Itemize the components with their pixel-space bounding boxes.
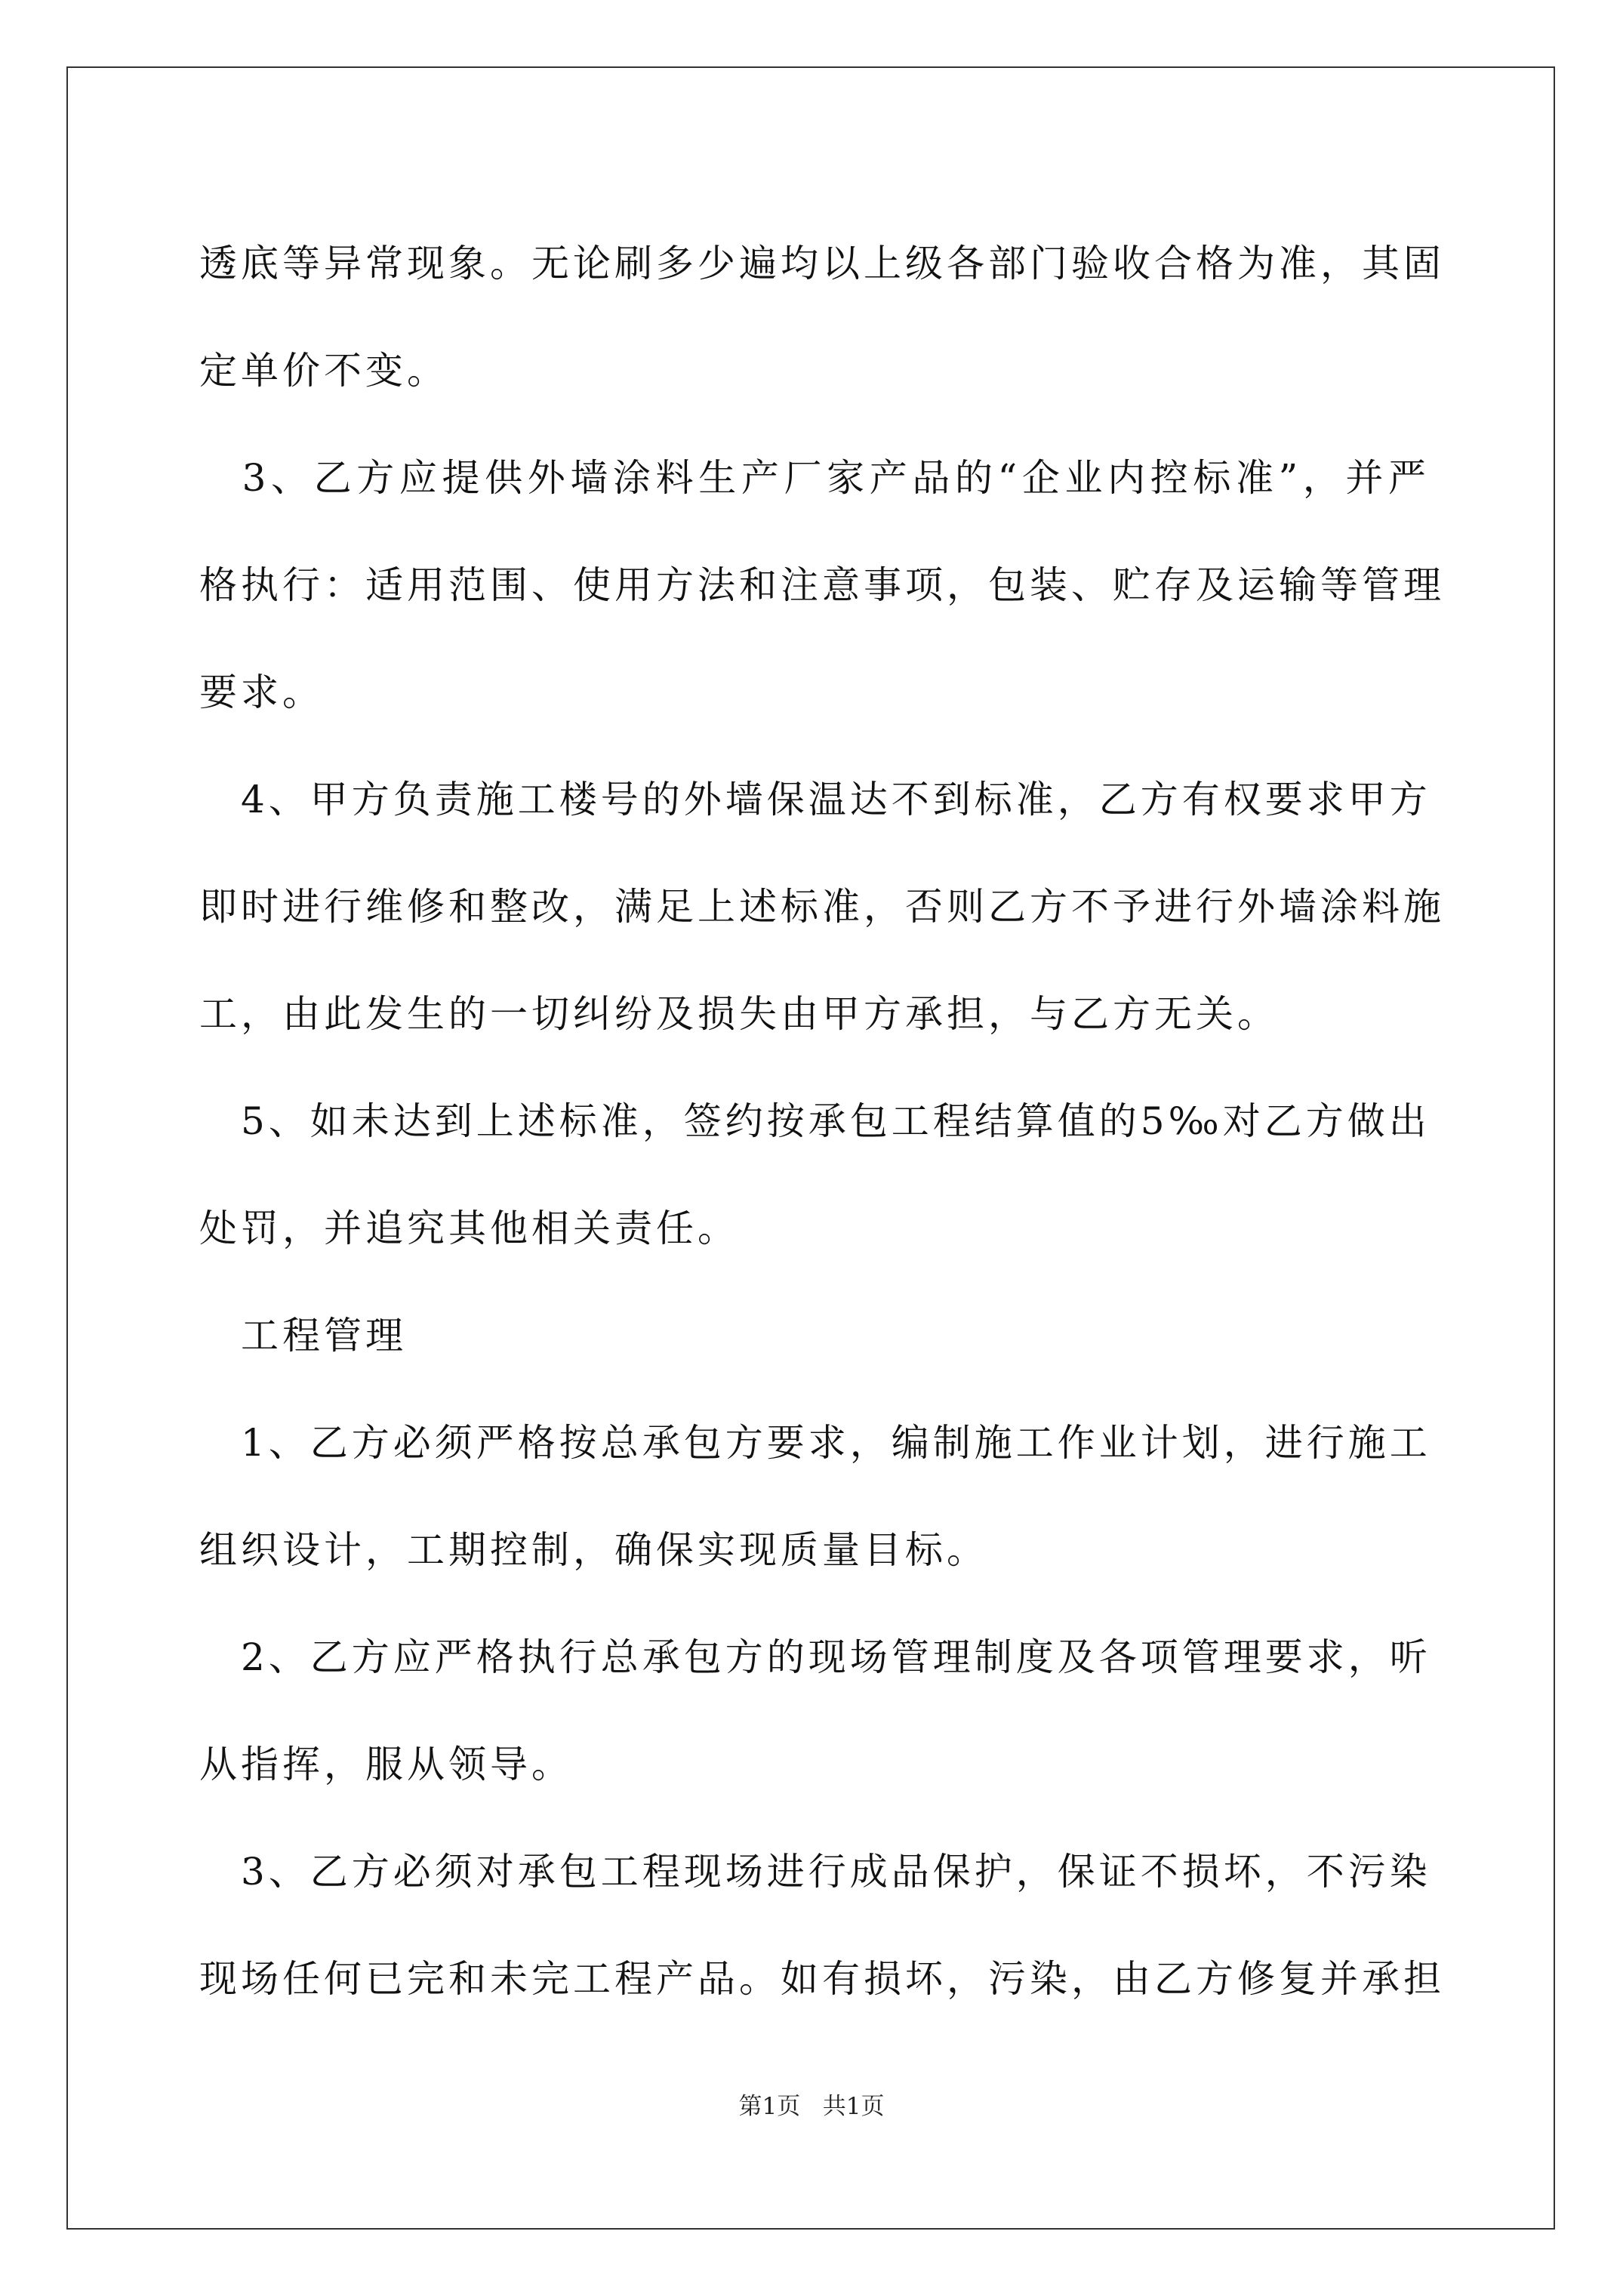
text-line: 处罚，并追究其他相关责任。 — [199, 1207, 739, 1250]
page-footer — [0, 2091, 1623, 2122]
text-line: 组织设计，工期控制，确保实现质量目标。 — [199, 1528, 988, 1572]
text-line: 2、乙方应严格执行总承包方的现场管理制度及各项管理要求，听 — [199, 1635, 1431, 1679]
text-line: 格执行：适用范围、使用方法和注意事项，包装、贮存及运输等管理 — [199, 563, 1445, 607]
text-line: 3、乙方必须对承包工程现场进行成品保护，保证不损坏，不污染 — [199, 1850, 1431, 1894]
page-total: 共1页 — [822, 2093, 885, 2120]
text-line: 3、乙方应提供外墙涂料生产厂家产品的“企业内控标准”，并严 — [199, 456, 1430, 500]
text-line: 1、乙方必须严格按总承包方要求，编制施工作业计划，进行施工 — [199, 1421, 1431, 1465]
text-line: 5、如未达到上述标准，签约按承包工程结算值的5‰对乙方做出 — [199, 1099, 1431, 1143]
text-line: 从指挥，服从领导。 — [199, 1743, 573, 1786]
section-heading: 工程管理 — [199, 1314, 407, 1358]
text-line: 工，由此发生的一切纠纷及损失由甲方承担，与乙方无关。 — [199, 992, 1279, 1036]
text-line: 即时进行维修和整改，满足上述标准，否则乙方不予进行外墙涂料施 — [199, 885, 1445, 929]
text-line: 4、甲方负责施工楼号的外墙保温达不到标准，乙方有权要求甲方 — [199, 778, 1431, 821]
page-number: 第1页 — [738, 2093, 801, 2120]
text-line: 现场任何已完和未完工程产品。如有损坏，污染，由乙方修复并承担 — [199, 1957, 1445, 2001]
document-body — [199, 210, 1445, 2032]
text-line: 定单价不变。 — [199, 349, 448, 393]
text-line: 要求。 — [199, 670, 324, 714]
text-line: 透底等异常现象。无论刷多少遍均以上级各部门验收合格为准，其固 — [199, 242, 1445, 285]
